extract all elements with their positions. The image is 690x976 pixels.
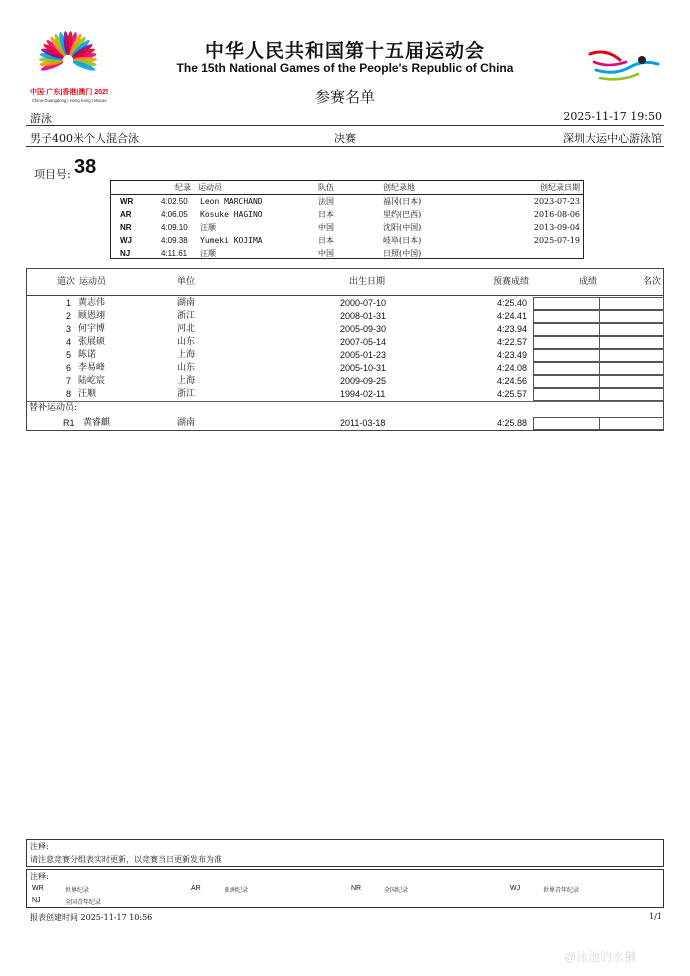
record-team: 日本 [318,210,334,219]
result-cell [533,323,600,336]
athlete-name: 何宇博 [78,324,106,334]
heat-time: 4:24.41 [497,311,528,321]
heat-time: 4:22.57 [497,337,528,347]
venue-name: 深圳大运中心游泳馆 [563,132,662,145]
legend-desc: 世界青年纪录 [543,887,580,894]
event-name: 男子400米个人混合泳 [30,132,139,145]
athlete-dob: 1994-02-11 [340,389,386,399]
record-row [111,221,583,234]
reserve-label: 替补运动员: [29,403,78,413]
header-athlete: 运动员 [79,277,107,287]
notes-box [26,839,664,867]
report-created-time: 报表创建时间 2025-11-17 10:56 [30,913,153,922]
athlete-dob: 2000-07-10 [340,298,387,308]
record-code: NR [120,223,132,232]
notes-label: 注释: [30,842,49,851]
lane-number: 6 [65,363,71,373]
records-header-date: 创纪录日期 [540,183,580,192]
watermark: @泳池的水獭 [564,950,637,964]
record-athlete: Kosuke HAGINO [200,210,263,219]
heat-time: 4:25.40 [497,298,528,308]
lane-number: 8 [65,389,71,399]
event-number: 38 [74,156,97,178]
records-header-team: 队伍 [318,183,334,192]
header-unit: 单位 [177,277,196,287]
logo-caption: China·Guangdong | Hong Kong | Macao [32,98,107,103]
record-time: 4:09.10 [161,223,188,232]
record-row [111,195,583,208]
athlete-dob: 2005-01-23 [340,350,387,360]
heat-time: 4:23.94 [497,324,528,334]
swimming-pictogram-icon [586,46,660,86]
lane-number: 3 [65,324,71,334]
record-athlete: 汪顺 [200,223,216,232]
legend-desc: 亚洲纪录 [224,887,249,894]
record-time: 4:11.61 [161,249,188,258]
athlete-unit: 山东 [177,337,196,347]
lane-number: 4 [65,337,71,347]
athlete-name: 李易峰 [78,363,106,373]
record-athlete: 汪顺 [200,249,216,258]
header-rank: 名次 [643,277,662,287]
heat-time: 4:25.57 [497,389,528,399]
entry-list-header [27,269,663,296]
result-cell [533,349,600,362]
athlete-unit: 上海 [177,350,196,360]
athlete-dob: 2005-09-30 [340,324,387,334]
header-dob: 出生日期 [349,277,386,287]
codes-label: 注释: [30,872,49,881]
event-title-en: The 15th National Games of the People's Republic of China [176,61,514,75]
heat-time: 4:24.08 [497,363,528,373]
legend-code: WJ [510,885,521,892]
rank-cell [599,417,664,430]
page-number: 1/1 [649,912,662,921]
event-number-label: 项目号: [34,168,71,181]
record-row [111,247,583,260]
result-cell [533,362,600,375]
event-title-cn: 中华人民共和国第十五届运动会 [204,41,485,62]
record-place: 日照(中国) [383,249,422,258]
records-header-code: 纪录 [175,183,191,192]
table-row [27,336,663,349]
record-athlete: Leon MARCHAND [200,197,263,206]
notes-text: 请注意竞赛分组表实时更新，以竞赛当日更新发布为准 [30,855,222,864]
record-code: AR [120,210,132,219]
record-date: 2023-07-23 [533,197,580,206]
result-cell [533,388,600,401]
athlete-name: 张展硕 [78,337,106,347]
records-header-athlete: 运动员 [198,183,222,192]
athlete-name: 黄睿麒 [83,418,111,428]
record-code: WR [120,197,134,206]
rank-cell [599,349,664,362]
records-table [110,180,584,259]
lane-number: 7 [65,376,71,386]
record-row [111,208,583,221]
table-row [27,349,663,362]
record-team: 中国 [318,223,334,232]
rank-cell [599,388,664,401]
report-datetime: 2025-11-17 19:50 [563,110,662,123]
legend-code: WR [32,885,44,892]
legend-code: AR [191,885,201,892]
athlete-name: 黄志伟 [78,298,106,308]
record-place: 福冈(日本) [383,197,422,206]
record-code: WJ [120,236,132,245]
lane-number: 5 [65,350,71,360]
records-header [111,181,583,195]
heat-time: 4:24.56 [497,376,528,386]
record-row [111,234,583,247]
result-cell [533,310,600,323]
result-cell [533,375,600,388]
table-row [27,375,663,388]
athlete-dob: 2011-03-18 [340,418,386,428]
rank-cell [599,310,664,323]
record-date: 2016-08-06 [533,210,580,219]
lane-number: 1 [65,298,71,308]
sport-label: 游泳 [30,112,52,125]
records-header-place: 创纪录地 [383,183,415,192]
result-cell [533,417,600,430]
record-code: NJ [120,249,131,258]
header-lane: 道次 [57,277,76,287]
rank-cell [599,375,664,388]
athlete-name: 陈诺 [78,350,97,360]
athlete-dob: 2008-01-31 [340,311,387,321]
record-time: 4:09.38 [161,236,188,245]
athlete-unit: 山东 [177,363,196,373]
record-place: 里约(巴西) [383,210,422,219]
athlete-unit: 河北 [177,324,196,334]
athlete-unit: 浙江 [177,389,196,399]
record-date: 2013-09-04 [533,223,580,232]
reserve-divider [27,401,663,402]
legend-code: NR [351,885,362,892]
header-divider [26,125,664,126]
table-row [27,388,663,401]
athlete-unit: 湖南 [177,298,196,308]
result-cell [533,336,600,349]
rank-cell [599,362,664,375]
event-phase: 决赛 [334,132,356,145]
rank-cell [599,336,664,349]
athlete-dob: 2005-10-31 [340,363,387,373]
athlete-name: 顾恩翊 [78,311,106,321]
rank-cell [599,297,664,310]
legend-desc: 全国青年纪录 [65,899,102,906]
heat-time: 4:25.88 [497,418,528,428]
lane-number: 2 [65,311,71,321]
athlete-dob: 2007-05-14 [340,337,387,347]
athlete-unit: 湖南 [177,418,196,428]
record-date: 2025-07-19 [533,236,580,245]
athlete-unit: 上海 [177,376,196,386]
record-time: 4:02.50 [161,197,188,206]
header-heat-time: 预赛成绩 [493,277,530,287]
record-athlete: Yumeki KOJIMA [200,236,263,245]
athlete-unit: 浙江 [177,311,196,321]
document-title: 参赛名单 [314,88,375,106]
result-cell [533,297,600,310]
lane-number: R1 [63,418,75,428]
heat-time: 4:23.49 [497,350,528,360]
athlete-name: 汪顺 [78,389,97,399]
athlete-dob: 2009-09-25 [340,376,387,386]
record-time: 4:06.05 [161,210,188,219]
legend-desc: 全国纪录 [384,887,409,894]
table-row [27,297,663,310]
svg-text:中国·广东|香港|澳门 2025: 中国·广东|香港|澳门 2025 [30,89,108,96]
record-codes-legend [26,869,664,908]
entry-list-table [26,268,664,431]
rank-cell [599,323,664,336]
table-row [27,362,663,375]
record-place: 岐阜(日本) [383,236,422,245]
event-divider [26,146,664,147]
legend-desc: 世界纪录 [65,887,90,894]
reserve-row [27,417,663,430]
record-place: 沈阳(中国) [383,223,422,232]
legend-code: NJ [32,897,41,904]
table-row [27,323,663,336]
header-result: 成绩 [579,277,598,287]
record-team: 中国 [318,249,334,258]
athlete-name: 陆屹宸 [78,376,106,386]
record-team: 法国 [318,197,334,206]
table-row [27,310,663,323]
record-team: 日本 [318,236,334,245]
